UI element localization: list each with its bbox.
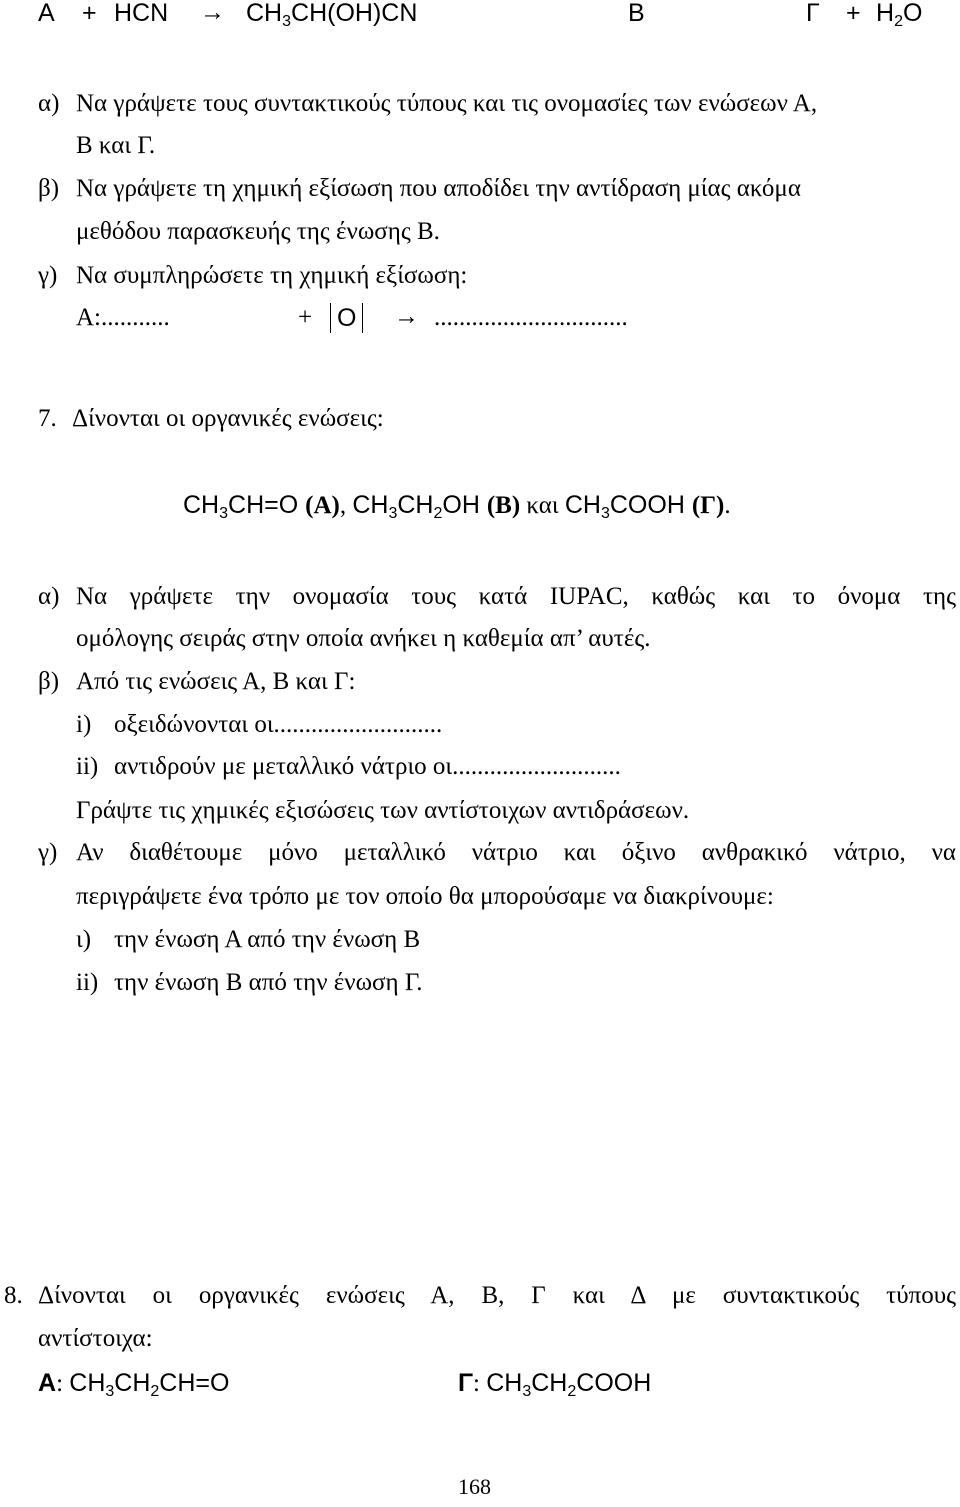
q7-b-ii-text: αντιδρούν με μεταλλικό νάτριο οι........................... [114, 753, 621, 780]
q7-g-ii-label: ii) [76, 969, 99, 996]
reactant-hcn: HCN [114, 0, 169, 27]
q8-compound-g: Γ: $CH_3CH_2COOH$ [458, 1369, 652, 1400]
plus-sign: + [82, 0, 97, 27]
compound-b: Β [628, 0, 645, 27]
q7-b-i-text: οξειδώνονται οι........................... [114, 711, 443, 738]
q7-number: 7. [38, 405, 57, 432]
q7-b-label: β) [38, 668, 60, 695]
page-number: 168 [458, 1474, 491, 1499]
q6-b-line2: μεθόδου παρασκευής της ένωσης Β. [76, 218, 440, 245]
q6-a-line2: Β και Γ. [76, 132, 156, 159]
equation-arrow-icon: → [394, 303, 419, 330]
q6-b-line1: Να γράψετε τη χημική εξίσωση που αποδίδει την αντίδραση μίας ακόμα [76, 175, 801, 202]
equation-plus: + [298, 304, 313, 331]
q7-b-line1: Από τις ενώσεις Α, Β και Γ: [76, 668, 356, 695]
q7-g-i-label: ι) [76, 926, 92, 953]
q7-compounds: $CH_3CH=O$ (Α), $CH_3CH_2OH$ (Β) και $CH_3COOH$ (Γ). [183, 491, 731, 522]
product-cyanohydrin: $CH_3CH(OH)CN$ [246, 0, 418, 30]
oxygen-atom: O [330, 303, 363, 333]
q8-line2: αντίστοιχα: [38, 1325, 153, 1352]
q7-g-label: γ) [38, 839, 58, 866]
q7-a-line1: Να γράψετε την ονομασία τους κατά IUPAC, καθώς και το όνομα της [76, 583, 956, 610]
compound-g: Γ [806, 0, 820, 27]
q7-g-line1: Αν διαθέτουμε μόνο μεταλλικό νάτριο και όξινο ανθρακικό νάτριο, να [76, 839, 956, 866]
q8-compound-a: Α: $CH_3CH_2CH=O$ [38, 1369, 230, 1400]
reaction-arrow-icon: → [200, 0, 225, 26]
top-reaction [0, 0, 960, 30]
equation-left: Α:........... [76, 304, 170, 331]
q6-g-label: γ) [38, 262, 58, 289]
q7-g-line2: περιγράψετε ένα τρόπο με τον οποίο θα μπορούσαμε να διακρίνουμε: [76, 883, 774, 910]
q6-g-line1: Να συμπληρώσετε τη χημική εξίσωση: [76, 262, 468, 289]
plus-sign-2: + [846, 0, 861, 27]
q7-b-line4: Γράψτε τις χημικές εξισώσεις των αντίστοιχων αντιδράσεων. [76, 797, 690, 824]
q7-g-i-text: την ένωση Α από την ένωση Β [114, 926, 421, 953]
q7-b-i-label: i) [76, 711, 92, 738]
equation-right: ............................... [434, 304, 628, 331]
q7-intro: Δίνονται οι οργανικές ενώσεις: [72, 405, 384, 432]
q7-a-line2: ομόλογης σειράς στην οποία ανήκει η καθεμία απ’ αυτές. [76, 625, 651, 652]
reactant-a: Α [38, 0, 55, 27]
q7-g-ii-text: την ένωση Β από την ένωση Γ. [114, 969, 423, 996]
q8-line1: Δίνονται οι οργανικές ενώσεις Α, Β, Γ και Δ με συντακτικούς τύπους [38, 1282, 956, 1309]
q6-a-label: α) [38, 90, 60, 117]
q6-a-line1: Να γράψετε τους συντακτικούς τύπους και τις ονομασίες των ενώσεων Α, [76, 90, 818, 117]
q7-b-ii-label: ii) [76, 753, 99, 780]
water: $H_2O$ [876, 0, 923, 30]
q6-b-label: β) [38, 175, 60, 202]
q7-a-label: α) [38, 583, 60, 610]
q8-number: 8. [4, 1282, 23, 1309]
